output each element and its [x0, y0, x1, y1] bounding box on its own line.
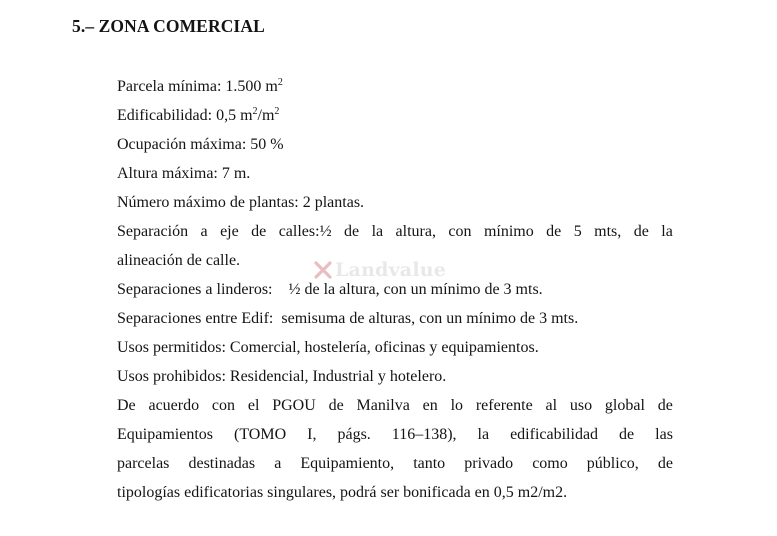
word: destinadas	[188, 455, 256, 472]
superscript: 2	[277, 77, 283, 88]
separacion-ejes-line	[117, 217, 673, 246]
word: privado	[464, 455, 514, 472]
word: la	[661, 223, 673, 240]
word: acuerdo	[148, 397, 200, 414]
zoning-parameters	[117, 72, 673, 507]
watermark-text: Landvalue	[335, 259, 447, 281]
word: calles:½	[278, 223, 332, 240]
edificabilidad-line	[117, 101, 673, 130]
word: como	[532, 455, 568, 472]
separacion-ejes-continuation: alineación de calle.	[117, 252, 241, 269]
word: uso	[569, 397, 593, 414]
parcela-minima-line	[117, 72, 673, 101]
edificabilidad-text: Edificabilidad: 0,5 m	[117, 107, 253, 124]
word: mts,	[594, 223, 622, 240]
word: con	[448, 223, 472, 240]
word: (TOMO	[233, 426, 287, 443]
word: el	[247, 397, 260, 414]
edificabilidad-unit: /m	[257, 107, 275, 124]
pgou-paragraph-line	[117, 391, 673, 420]
word: a	[200, 223, 208, 240]
word: parcelas	[117, 455, 170, 472]
separacion-edificios-line	[117, 304, 673, 333]
word: Manilva	[356, 397, 410, 414]
parcela-minima-text: Parcela mínima: 1.500 m	[117, 78, 278, 95]
word: a	[274, 455, 282, 472]
word: referente	[475, 397, 533, 414]
edificios-label: Separaciones entre Edif:	[117, 310, 274, 327]
altura-maxima-line: Altura máxima: 7 m.	[117, 165, 251, 182]
word: edificabilidad	[510, 426, 599, 443]
ocupacion-maxima-line: Ocupación máxima: 50 %	[117, 136, 284, 153]
usos-permitidos-line: Usos permitidos: Comercial, hostelería, oficinas y equipamientos.	[117, 339, 539, 356]
word: PGOU	[272, 397, 316, 414]
word: de	[251, 223, 267, 240]
word: la	[371, 223, 384, 240]
word: de	[328, 397, 344, 414]
word: de	[619, 426, 635, 443]
x-mark-icon	[313, 260, 333, 280]
word: al	[545, 397, 558, 414]
landvalue-watermark	[313, 257, 446, 283]
word: público,	[586, 455, 639, 472]
word: Equipamiento,	[300, 455, 395, 472]
word: I,	[307, 426, 317, 443]
word: De	[117, 397, 136, 414]
edificios-value: semisuma de alturas, con un mínimo de 3 mts.	[281, 310, 579, 327]
word: de	[344, 223, 360, 240]
word: la	[477, 426, 490, 443]
word: las	[655, 426, 673, 443]
word: 116–138),	[391, 426, 457, 443]
word: de	[546, 223, 562, 240]
pgou-paragraph-last-line: tipologías edificatorias singulares, podrá ser bonificada en 0,5 m2/m2.	[117, 484, 568, 501]
superscript: 2	[274, 106, 280, 117]
pgou-paragraph-line	[117, 420, 673, 449]
word: págs.	[337, 426, 371, 443]
linderos-label: Separaciones a linderos:	[117, 281, 273, 298]
word: eje	[220, 223, 239, 240]
superscript: 2	[252, 106, 258, 117]
word: tanto	[413, 455, 446, 472]
section-heading: 5.– ZONA COMERCIAL	[72, 16, 265, 36]
usos-prohibidos-line: Usos prohibidos: Residencial, Industrial y hotelero.	[117, 368, 447, 385]
numero-plantas-line: Número máximo de plantas: 2 plantas.	[117, 194, 365, 211]
word: Separación	[117, 223, 189, 240]
word: con	[211, 397, 236, 414]
word: global	[604, 397, 645, 414]
word: en	[422, 397, 438, 414]
word: de	[657, 397, 673, 414]
word: de	[657, 455, 673, 472]
word: altura,	[395, 223, 436, 240]
word: lo	[450, 397, 464, 414]
word: de	[633, 223, 649, 240]
word: mínimo	[483, 223, 534, 240]
pgou-paragraph-line	[117, 449, 673, 478]
word: Equipamientos	[117, 426, 213, 443]
word: 5	[573, 223, 582, 240]
linderos-value: ½ de la altura, con un mínimo de 3 mts.	[288, 281, 543, 298]
